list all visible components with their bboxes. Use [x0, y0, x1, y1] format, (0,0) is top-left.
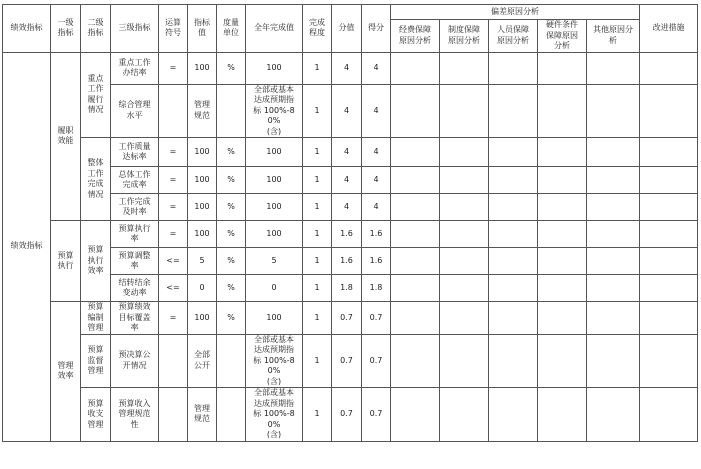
unit-cell: [217, 334, 246, 388]
operator-cell: =: [159, 138, 188, 167]
operator-cell: <=: [159, 275, 188, 302]
header-score: 得分: [362, 5, 391, 53]
improvement-cell: [640, 167, 698, 194]
deviation-cell: [587, 388, 640, 442]
level1-performance: 履职 效能: [51, 52, 81, 221]
deviation-cell: [489, 275, 538, 302]
deviation-cell: [538, 388, 587, 442]
improvement-cell: [640, 84, 698, 138]
completion-degree-cell: 1: [303, 248, 332, 275]
deviation-cell: [489, 194, 538, 221]
deviation-cell: [538, 138, 587, 167]
score-value-cell: 0.7: [332, 302, 362, 335]
deviation-cell: [587, 334, 640, 388]
unit-cell: [217, 388, 246, 442]
indicator-value-cell: 5: [188, 248, 217, 275]
completion-degree-cell: 1: [303, 167, 332, 194]
score-value-cell: 0.7: [332, 388, 362, 442]
deviation-cell: [391, 302, 440, 335]
deviation-cell: [440, 248, 489, 275]
deviation-cell: [391, 334, 440, 388]
header-performance-indicator: 绩效指标: [3, 5, 51, 53]
level1-budget: 预算 执行: [51, 221, 81, 302]
level2-cell: 预算 收支 管理: [81, 388, 111, 442]
operator-cell: =: [159, 52, 188, 84]
deviation-cell: [538, 302, 587, 335]
header-score-value: 分值: [332, 5, 362, 53]
header-indicator-value: 指标 值: [188, 5, 217, 53]
level2-cell: 预算 监督 管理: [81, 334, 111, 388]
deviation-cell: [489, 167, 538, 194]
unit-cell: %: [217, 302, 246, 335]
annual-completion-cell: 100: [246, 167, 303, 194]
score-value-cell: 4: [332, 167, 362, 194]
improvement-cell: [640, 275, 698, 302]
indicator-value-cell: 100: [188, 221, 217, 248]
level2-key-work: 重点 工作 履行 情况: [81, 52, 111, 138]
deviation-cell: [440, 84, 489, 138]
level3-cell: 综合管理 水平: [111, 84, 159, 138]
annual-completion-cell: 全部或基本 达成预期指 标 100%-80% (含): [246, 84, 303, 138]
header-deviation-col: 硬件条件 保障原因 分析: [538, 20, 587, 53]
level3-cell: 预算收入 管理规范 性: [111, 388, 159, 442]
deviation-cell: [538, 248, 587, 275]
operator-cell: [159, 388, 188, 442]
unit-cell: [217, 84, 246, 138]
deviation-cell: [440, 302, 489, 335]
operator-cell: [159, 334, 188, 388]
level3-cell: 预决算公 开情况: [111, 334, 159, 388]
indicator-value-cell: 0: [188, 275, 217, 302]
deviation-cell: [391, 194, 440, 221]
unit-cell: %: [217, 248, 246, 275]
annual-completion-cell: 全部或基本 达成预期指 标 100%-80% (含): [246, 388, 303, 442]
unit-cell: %: [217, 275, 246, 302]
deviation-cell: [391, 248, 440, 275]
indicator-value-cell: 管理 规范: [188, 84, 217, 138]
indicator-value-cell: 全部 公开: [188, 334, 217, 388]
score-cell: 4: [362, 84, 391, 138]
unit-cell: %: [217, 52, 246, 84]
deviation-cell: [538, 194, 587, 221]
level3-cell: 预算执行 率: [111, 221, 159, 248]
deviation-cell: [440, 275, 489, 302]
level2-overall: 整体 工作 完成 情况: [81, 138, 111, 221]
header-deviation-col: 人员保障 原因分析: [489, 20, 538, 53]
deviation-cell: [391, 52, 440, 84]
deviation-cell: [587, 248, 640, 275]
level3-cell: 预算绩效 目标覆盖 率: [111, 302, 159, 335]
header-deviation-col: 其他原因分 析: [587, 20, 640, 53]
operator-cell: =: [159, 194, 188, 221]
completion-degree-cell: 1: [303, 302, 332, 335]
operator-cell: [159, 84, 188, 138]
operator-cell: =: [159, 302, 188, 335]
annual-completion-cell: 100: [246, 52, 303, 84]
completion-degree-cell: 1: [303, 275, 332, 302]
annual-completion-cell: 100: [246, 138, 303, 167]
improvement-cell: [640, 334, 698, 388]
deviation-cell: [587, 52, 640, 84]
header-deviation-col: 制度保障 原因分析: [440, 20, 489, 53]
score-cell: 0.7: [362, 388, 391, 442]
score-cell: 0.7: [362, 334, 391, 388]
deviation-cell: [489, 84, 538, 138]
improvement-cell: [640, 138, 698, 167]
deviation-cell: [587, 302, 640, 335]
deviation-cell: [489, 302, 538, 335]
deviation-cell: [391, 388, 440, 442]
header-annual-completion: 全年完成值: [246, 5, 303, 53]
deviation-cell: [587, 221, 640, 248]
score-value-cell: 4: [332, 138, 362, 167]
indicator-value-cell: 100: [188, 138, 217, 167]
completion-degree-cell: 1: [303, 388, 332, 442]
improvement-cell: [640, 302, 698, 335]
annual-completion-cell: 100: [246, 302, 303, 335]
unit-cell: %: [217, 194, 246, 221]
level3-cell: 工作质量 达标率: [111, 138, 159, 167]
indicator-value-cell: 管理 规范: [188, 388, 217, 442]
header-level2: 二级 指标: [81, 5, 111, 53]
deviation-cell: [587, 194, 640, 221]
score-value-cell: 4: [332, 194, 362, 221]
deviation-cell: [587, 84, 640, 138]
level1-management: 管理 效率: [51, 302, 81, 442]
deviation-cell: [489, 52, 538, 84]
score-cell: 4: [362, 194, 391, 221]
annual-completion-cell: 100: [246, 194, 303, 221]
deviation-cell: [587, 167, 640, 194]
improvement-cell: [640, 52, 698, 84]
completion-degree-cell: 1: [303, 84, 332, 138]
header-level1: 一级 指标: [51, 5, 81, 53]
score-cell: 1.6: [362, 248, 391, 275]
indicator-value-cell: 100: [188, 194, 217, 221]
deviation-cell: [440, 194, 489, 221]
operator-cell: =: [159, 221, 188, 248]
deviation-cell: [489, 138, 538, 167]
deviation-cell: [440, 334, 489, 388]
score-cell: 0.7: [362, 302, 391, 335]
score-value-cell: 1.6: [332, 248, 362, 275]
deviation-cell: [391, 275, 440, 302]
score-value-cell: 1.8: [332, 275, 362, 302]
annual-completion-cell: 100: [246, 221, 303, 248]
completion-degree-cell: 1: [303, 221, 332, 248]
performance-table: [2, 4, 698, 442]
header-unit: 度量 单位: [217, 5, 246, 53]
level3-cell: 重点工作 办结率: [111, 52, 159, 84]
indicator-value-cell: 100: [188, 302, 217, 335]
deviation-cell: [440, 388, 489, 442]
deviation-cell: [587, 275, 640, 302]
completion-degree-cell: 1: [303, 52, 332, 84]
deviation-cell: [440, 221, 489, 248]
header-deviation-group: 偏差原因分析: [391, 5, 640, 20]
deviation-cell: [391, 138, 440, 167]
score-value-cell: 1.6: [332, 221, 362, 248]
deviation-cell: [391, 167, 440, 194]
deviation-cell: [489, 221, 538, 248]
improvement-cell: [640, 194, 698, 221]
deviation-cell: [489, 388, 538, 442]
annual-completion-cell: 5: [246, 248, 303, 275]
score-cell: 4: [362, 138, 391, 167]
annual-completion-cell: 全部或基本 达成预期指 标 100%-80% (含): [246, 334, 303, 388]
indicator-value-cell: 100: [188, 52, 217, 84]
indicator-value-cell: 100: [188, 167, 217, 194]
level2-budget-exec: 预算 执行 效率: [81, 221, 111, 302]
deviation-cell: [391, 84, 440, 138]
level3-cell: 总体工作 完成率: [111, 167, 159, 194]
level2-cell: 预算 编制 管理: [81, 302, 111, 335]
deviation-cell: [440, 167, 489, 194]
deviation-cell: [489, 334, 538, 388]
improvement-cell: [640, 221, 698, 248]
deviation-cell: [391, 221, 440, 248]
level3-cell: 结转结余 变动率: [111, 275, 159, 302]
score-cell: 4: [362, 167, 391, 194]
operator-cell: <=: [159, 248, 188, 275]
deviation-cell: [538, 52, 587, 84]
deviation-cell: [538, 167, 587, 194]
score-cell: 1.8: [362, 275, 391, 302]
unit-cell: %: [217, 138, 246, 167]
unit-cell: %: [217, 167, 246, 194]
deviation-cell: [538, 221, 587, 248]
score-value-cell: 4: [332, 52, 362, 84]
level3-cell: 工作完成 及时率: [111, 194, 159, 221]
level3-cell: 预算调整 率: [111, 248, 159, 275]
deviation-cell: [440, 52, 489, 84]
deviation-cell: [538, 84, 587, 138]
completion-degree-cell: 1: [303, 194, 332, 221]
score-cell: 1.6: [362, 221, 391, 248]
header-improvement: 改进措施: [640, 5, 698, 53]
header-deviation-col: 经费保障 原因分析: [391, 20, 440, 53]
deviation-cell: [538, 275, 587, 302]
header-operator: 运算 符号: [159, 5, 188, 53]
deviation-cell: [440, 138, 489, 167]
improvement-cell: [640, 388, 698, 442]
header-level3: 三级指标: [111, 5, 159, 53]
unit-cell: %: [217, 221, 246, 248]
score-value-cell: 4: [332, 84, 362, 138]
operator-cell: =: [159, 167, 188, 194]
deviation-cell: [538, 334, 587, 388]
annual-completion-cell: 0: [246, 275, 303, 302]
header-completion-degree: 完成 程度: [303, 5, 332, 53]
completion-degree-cell: 1: [303, 334, 332, 388]
improvement-cell: [640, 248, 698, 275]
deviation-cell: [587, 138, 640, 167]
group-performance-indicator: 绩效指标: [3, 52, 51, 441]
completion-degree-cell: 1: [303, 138, 332, 167]
deviation-cell: [489, 248, 538, 275]
score-value-cell: 0.7: [332, 334, 362, 388]
score-cell: 4: [362, 52, 391, 84]
